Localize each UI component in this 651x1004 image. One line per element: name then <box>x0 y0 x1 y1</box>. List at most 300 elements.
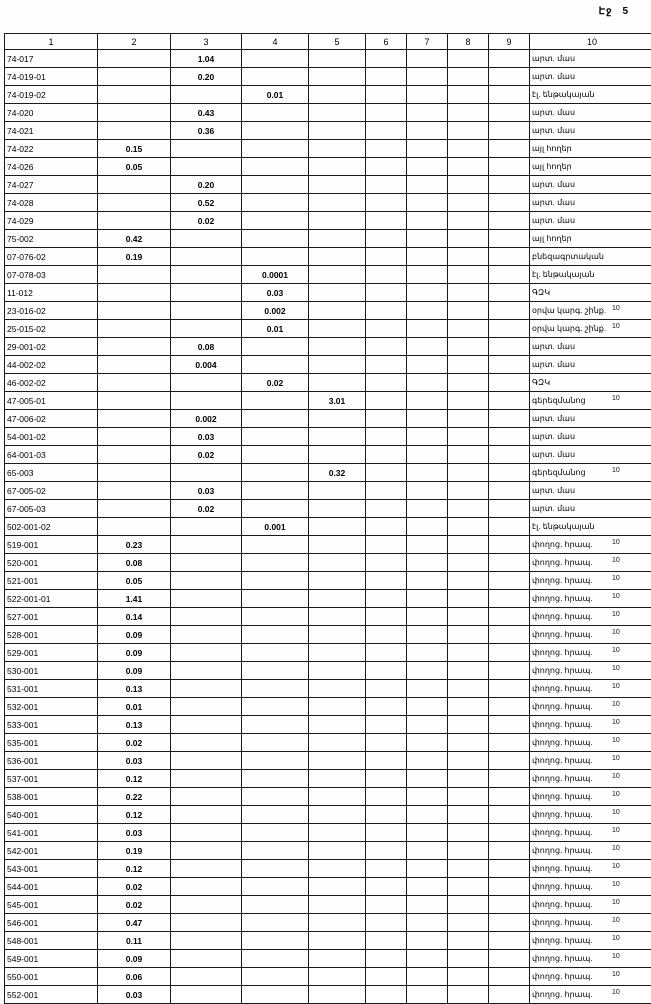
cell-col7 <box>407 950 448 968</box>
cell-col8 <box>448 266 489 284</box>
cell-description: փողոց. հրապ. <box>530 896 651 914</box>
margin-note: 10 <box>612 395 620 402</box>
cell-col6 <box>366 878 407 896</box>
cell-col7 <box>407 986 448 1004</box>
cell-col6 <box>366 896 407 914</box>
cell-col9 <box>489 968 530 986</box>
cell-col8 <box>448 680 489 698</box>
cell-col6 <box>366 914 407 932</box>
cell-description: փողոց. հրապ. <box>530 860 651 878</box>
cell-col5 <box>309 410 366 428</box>
cell-col4 <box>242 194 309 212</box>
cell-col4 <box>242 158 309 176</box>
table-row <box>5 248 651 266</box>
cell-col3 <box>171 734 242 752</box>
cell-col7 <box>407 356 448 374</box>
cell-col5 <box>309 230 366 248</box>
cell-col2: 0.19 <box>98 248 171 266</box>
cell-col8 <box>448 824 489 842</box>
table-row <box>5 302 651 320</box>
cell-col2 <box>98 194 171 212</box>
cell-col6 <box>366 356 407 374</box>
cell-col9 <box>489 860 530 878</box>
cell-code: 541-001 <box>5 824 98 842</box>
cell-code: 519-001 <box>5 536 98 554</box>
cell-col9 <box>489 482 530 500</box>
cell-description: փողոց. հրապ. <box>530 950 651 968</box>
cell-col8 <box>448 770 489 788</box>
cell-col3 <box>171 536 242 554</box>
table-row <box>5 104 651 122</box>
cell-col9 <box>489 626 530 644</box>
table-header-row <box>5 34 651 50</box>
cell-col7 <box>407 734 448 752</box>
cell-code: 549-001 <box>5 950 98 968</box>
margin-note: 10 <box>612 305 620 312</box>
cell-col5 <box>309 860 366 878</box>
cell-col3 <box>171 986 242 1004</box>
cell-description: փողոց. հրապ. <box>530 842 651 860</box>
cell-col6 <box>366 500 407 518</box>
cell-col6 <box>366 482 407 500</box>
cell-col3 <box>171 716 242 734</box>
cell-code: 521-001 <box>5 572 98 590</box>
cell-col8 <box>448 914 489 932</box>
cell-col7 <box>407 482 448 500</box>
cell-col8 <box>448 896 489 914</box>
cell-col4: 0.001 <box>242 518 309 536</box>
cell-col5 <box>309 248 366 266</box>
cell-col9 <box>489 284 530 302</box>
cell-description: փողոց. հրապ. <box>530 644 651 662</box>
cell-col4 <box>242 914 309 932</box>
cell-col4 <box>242 230 309 248</box>
cell-col7 <box>407 374 448 392</box>
cell-col6 <box>366 446 407 464</box>
cell-col7 <box>407 500 448 518</box>
cell-col3 <box>171 860 242 878</box>
cell-code: 07-078-03 <box>5 266 98 284</box>
cell-col9 <box>489 554 530 572</box>
margin-note: 10 <box>612 629 620 636</box>
cell-col8 <box>448 608 489 626</box>
table-row <box>5 554 651 572</box>
cell-description: արտ. մաս <box>530 446 651 464</box>
cell-col4 <box>242 626 309 644</box>
cell-col6 <box>366 284 407 302</box>
cell-col8 <box>448 716 489 734</box>
table-row <box>5 536 651 554</box>
cell-col2: 0.15 <box>98 140 171 158</box>
cell-col2 <box>98 122 171 140</box>
cell-col8 <box>448 842 489 860</box>
cell-description: փողոց. հրապ. <box>530 554 651 572</box>
cell-description: այլ հողեր <box>530 230 651 248</box>
cell-code: 533-001 <box>5 716 98 734</box>
cell-description: փողոց. հրապ. <box>530 572 651 590</box>
cell-col9 <box>489 158 530 176</box>
cell-col3 <box>171 842 242 860</box>
cell-col6 <box>366 122 407 140</box>
cell-description: փողոց. հրապ. <box>530 752 651 770</box>
cell-col6 <box>366 734 407 752</box>
cell-col9 <box>489 230 530 248</box>
cell-col9 <box>489 590 530 608</box>
cell-col5 <box>309 698 366 716</box>
cell-description: այլ հողեր <box>530 140 651 158</box>
cell-col4: 0.002 <box>242 302 309 320</box>
cell-col5 <box>309 608 366 626</box>
cell-col4 <box>242 356 309 374</box>
margin-note: 10 <box>612 845 620 852</box>
cell-col2: 0.14 <box>98 608 171 626</box>
cell-col3 <box>171 572 242 590</box>
cell-col5 <box>309 212 366 230</box>
table-row <box>5 482 651 500</box>
table-row <box>5 518 651 536</box>
cell-col6 <box>366 302 407 320</box>
cell-col8 <box>448 410 489 428</box>
cell-col9 <box>489 878 530 896</box>
cell-col7 <box>407 230 448 248</box>
table-row <box>5 662 651 680</box>
cell-col9 <box>489 716 530 734</box>
table-row <box>5 878 651 896</box>
margin-note: 10 <box>612 593 620 600</box>
cell-col7 <box>407 302 448 320</box>
cell-col6 <box>366 410 407 428</box>
cell-col9 <box>489 248 530 266</box>
cell-code: 528-001 <box>5 626 98 644</box>
cell-description: փողոց. հրապ. <box>530 770 651 788</box>
margin-note: 10 <box>612 647 620 654</box>
table-row <box>5 410 651 428</box>
cell-col4 <box>242 536 309 554</box>
cell-col4 <box>242 590 309 608</box>
margin-note: 10 <box>612 791 620 798</box>
cell-col3 <box>171 824 242 842</box>
cell-code: 25-015-02 <box>5 320 98 338</box>
cell-col9 <box>489 680 530 698</box>
cell-col7 <box>407 698 448 716</box>
cell-col5 <box>309 896 366 914</box>
margin-note: 10 <box>612 467 620 474</box>
table-row <box>5 644 651 662</box>
cell-description: ԳԶԿ <box>530 374 651 392</box>
cell-col7 <box>407 536 448 554</box>
cell-col7 <box>407 572 448 590</box>
cell-col9 <box>489 734 530 752</box>
cell-col5 <box>309 572 366 590</box>
cell-col7 <box>407 194 448 212</box>
cell-description: փողոց. հրապ. <box>530 986 651 1004</box>
cell-col4 <box>242 140 309 158</box>
table-row <box>5 590 651 608</box>
cell-col7 <box>407 248 448 266</box>
cell-col2 <box>98 212 171 230</box>
cell-col3 <box>171 284 242 302</box>
cell-col7 <box>407 392 448 410</box>
cell-code: 75-002 <box>5 230 98 248</box>
cell-col7 <box>407 662 448 680</box>
cell-col6 <box>366 572 407 590</box>
cell-col6 <box>366 428 407 446</box>
cell-code: 07-076-02 <box>5 248 98 266</box>
cell-code: 74-022 <box>5 140 98 158</box>
cell-code: 545-001 <box>5 896 98 914</box>
cell-col5 <box>309 428 366 446</box>
cell-description: արտ. մաս <box>530 482 651 500</box>
cell-col5 <box>309 842 366 860</box>
cell-col2: 0.02 <box>98 896 171 914</box>
cell-code: 74-026 <box>5 158 98 176</box>
cell-col2: 0.13 <box>98 716 171 734</box>
cell-col3 <box>171 464 242 482</box>
cell-col7 <box>407 842 448 860</box>
cell-col8 <box>448 212 489 230</box>
cell-col8 <box>448 50 489 68</box>
cell-col8 <box>448 662 489 680</box>
table-row <box>5 950 651 968</box>
cell-col8 <box>448 446 489 464</box>
cell-col9 <box>489 194 530 212</box>
cell-col3 <box>171 140 242 158</box>
cell-col5 <box>309 140 366 158</box>
cell-col8 <box>448 284 489 302</box>
table-row <box>5 896 651 914</box>
table-row <box>5 572 651 590</box>
cell-col6 <box>366 842 407 860</box>
cell-col5 <box>309 374 366 392</box>
cell-col4 <box>242 338 309 356</box>
cell-col5 <box>309 752 366 770</box>
cell-code: 546-001 <box>5 914 98 932</box>
cell-col8 <box>448 158 489 176</box>
cell-col5 <box>309 518 366 536</box>
cell-col3: 0.03 <box>171 482 242 500</box>
cell-col8 <box>448 986 489 1004</box>
cell-col3: 1.04 <box>171 50 242 68</box>
column-header-2: 2 <box>98 34 171 50</box>
cell-code: 520-001 <box>5 554 98 572</box>
cell-col6 <box>366 104 407 122</box>
cell-col7 <box>407 86 448 104</box>
cell-col5 <box>309 338 366 356</box>
table-row <box>5 50 651 68</box>
cell-col5 <box>309 788 366 806</box>
cell-col4: 0.0001 <box>242 266 309 284</box>
cell-col6 <box>366 86 407 104</box>
margin-note: 10 <box>612 539 620 546</box>
cell-code: 536-001 <box>5 752 98 770</box>
cell-col6 <box>366 230 407 248</box>
table-row <box>5 770 651 788</box>
cell-col3: 0.03 <box>171 428 242 446</box>
cell-col6 <box>366 950 407 968</box>
cell-col5 <box>309 950 366 968</box>
cell-description: փողոց. հրապ. <box>530 968 651 986</box>
cell-col7 <box>407 212 448 230</box>
cell-col8 <box>448 140 489 158</box>
cell-col8 <box>448 590 489 608</box>
cell-description: արտ. մաս <box>530 176 651 194</box>
margin-note: 10 <box>612 755 620 762</box>
cell-col4 <box>242 842 309 860</box>
column-header-7: 7 <box>407 34 448 50</box>
cell-col7 <box>407 806 448 824</box>
table-row <box>5 734 651 752</box>
cell-col9 <box>489 104 530 122</box>
cell-col7 <box>407 176 448 194</box>
cell-col2 <box>98 410 171 428</box>
cell-col9 <box>489 698 530 716</box>
cell-col4 <box>242 860 309 878</box>
cell-col3 <box>171 158 242 176</box>
cell-col6 <box>366 824 407 842</box>
cell-code: 54-001-02 <box>5 428 98 446</box>
cell-description: էլ. ենթակայան <box>530 86 651 104</box>
cell-description: փողոց. հրապ. <box>530 734 651 752</box>
cell-col8 <box>448 428 489 446</box>
cell-col5 <box>309 626 366 644</box>
cell-col6 <box>366 176 407 194</box>
cell-col4: 0.01 <box>242 320 309 338</box>
cell-description: օրվա կարգ. շինք. <box>530 320 651 338</box>
table-row <box>5 446 651 464</box>
cell-col5 <box>309 680 366 698</box>
table-row <box>5 824 651 842</box>
cell-col8 <box>448 626 489 644</box>
cell-col8 <box>448 230 489 248</box>
cell-col8 <box>448 806 489 824</box>
cell-description: արտ. մաս <box>530 194 651 212</box>
cell-col6 <box>366 320 407 338</box>
cell-col4 <box>242 878 309 896</box>
cell-col9 <box>489 320 530 338</box>
cell-col3: 0.52 <box>171 194 242 212</box>
cell-col7 <box>407 428 448 446</box>
cell-col9 <box>489 518 530 536</box>
cell-col7 <box>407 770 448 788</box>
cell-col4 <box>242 644 309 662</box>
margin-note: 10 <box>612 809 620 816</box>
cell-col5 <box>309 536 366 554</box>
cell-col2: 0.23 <box>98 536 171 554</box>
cell-col7 <box>407 410 448 428</box>
cell-description: բնեզագրտական <box>530 248 651 266</box>
cell-col3 <box>171 662 242 680</box>
cell-description: արտ. մաս <box>530 338 651 356</box>
cell-description: արտ. մաս <box>530 356 651 374</box>
cell-col9 <box>489 176 530 194</box>
cell-col8 <box>448 698 489 716</box>
cell-col4 <box>242 176 309 194</box>
cell-col6 <box>366 968 407 986</box>
cell-col2 <box>98 104 171 122</box>
cell-col4 <box>242 824 309 842</box>
table-body <box>5 34 651 1004</box>
cell-col8 <box>448 500 489 518</box>
column-header-3: 3 <box>171 34 242 50</box>
table-row <box>5 752 651 770</box>
cell-col9 <box>489 266 530 284</box>
cell-col2 <box>98 302 171 320</box>
cell-col2: 0.12 <box>98 806 171 824</box>
cell-col7 <box>407 968 448 986</box>
cell-col2: 0.06 <box>98 968 171 986</box>
cell-code: 532-001 <box>5 698 98 716</box>
margin-note: 10 <box>612 971 620 978</box>
cell-col6 <box>366 536 407 554</box>
table-row <box>5 464 651 482</box>
cell-col2: 0.03 <box>98 824 171 842</box>
cell-col5 <box>309 554 366 572</box>
cell-col4 <box>242 464 309 482</box>
cell-col9 <box>489 752 530 770</box>
table-row <box>5 212 651 230</box>
cell-col7 <box>407 590 448 608</box>
cell-col9 <box>489 374 530 392</box>
cell-description: փողոց. հրապ. <box>530 680 651 698</box>
cell-code: 74-027 <box>5 176 98 194</box>
cell-description: փողոց. հրապ. <box>530 536 651 554</box>
cell-col5 <box>309 158 366 176</box>
cell-code: 74-028 <box>5 194 98 212</box>
cell-col6 <box>366 788 407 806</box>
cell-col4 <box>242 500 309 518</box>
cell-col5 <box>309 266 366 284</box>
table-row <box>5 392 651 410</box>
cell-col3: 0.02 <box>171 500 242 518</box>
cell-col4 <box>242 104 309 122</box>
cell-col4 <box>242 752 309 770</box>
cell-col3 <box>171 626 242 644</box>
cell-col5 <box>309 824 366 842</box>
cell-col6 <box>366 212 407 230</box>
cell-col3 <box>171 392 242 410</box>
page-label: Էջ <box>599 6 613 17</box>
cell-col4 <box>242 392 309 410</box>
table-row <box>5 86 651 104</box>
cell-col9 <box>489 392 530 410</box>
cell-description: արտ. մաս <box>530 122 651 140</box>
margin-note: 10 <box>612 863 620 870</box>
cell-col9 <box>489 770 530 788</box>
cell-col5 <box>309 68 366 86</box>
cell-col3 <box>171 806 242 824</box>
cell-col4 <box>242 122 309 140</box>
cell-col4 <box>242 554 309 572</box>
cell-col8 <box>448 356 489 374</box>
cell-col7 <box>407 788 448 806</box>
land-registry-table <box>4 33 651 1004</box>
margin-note: 10 <box>612 701 620 708</box>
cell-col2: 0.01 <box>98 698 171 716</box>
cell-code: 531-001 <box>5 680 98 698</box>
cell-col2 <box>98 176 171 194</box>
cell-col2: 0.05 <box>98 572 171 590</box>
table-row <box>5 140 651 158</box>
margin-note: 10 <box>612 917 620 924</box>
cell-col4 <box>242 806 309 824</box>
cell-col5 <box>309 644 366 662</box>
cell-col7 <box>407 824 448 842</box>
cell-col9 <box>489 464 530 482</box>
cell-code: 74-019-01 <box>5 68 98 86</box>
table-row <box>5 356 651 374</box>
cell-col2 <box>98 518 171 536</box>
cell-col9 <box>489 122 530 140</box>
